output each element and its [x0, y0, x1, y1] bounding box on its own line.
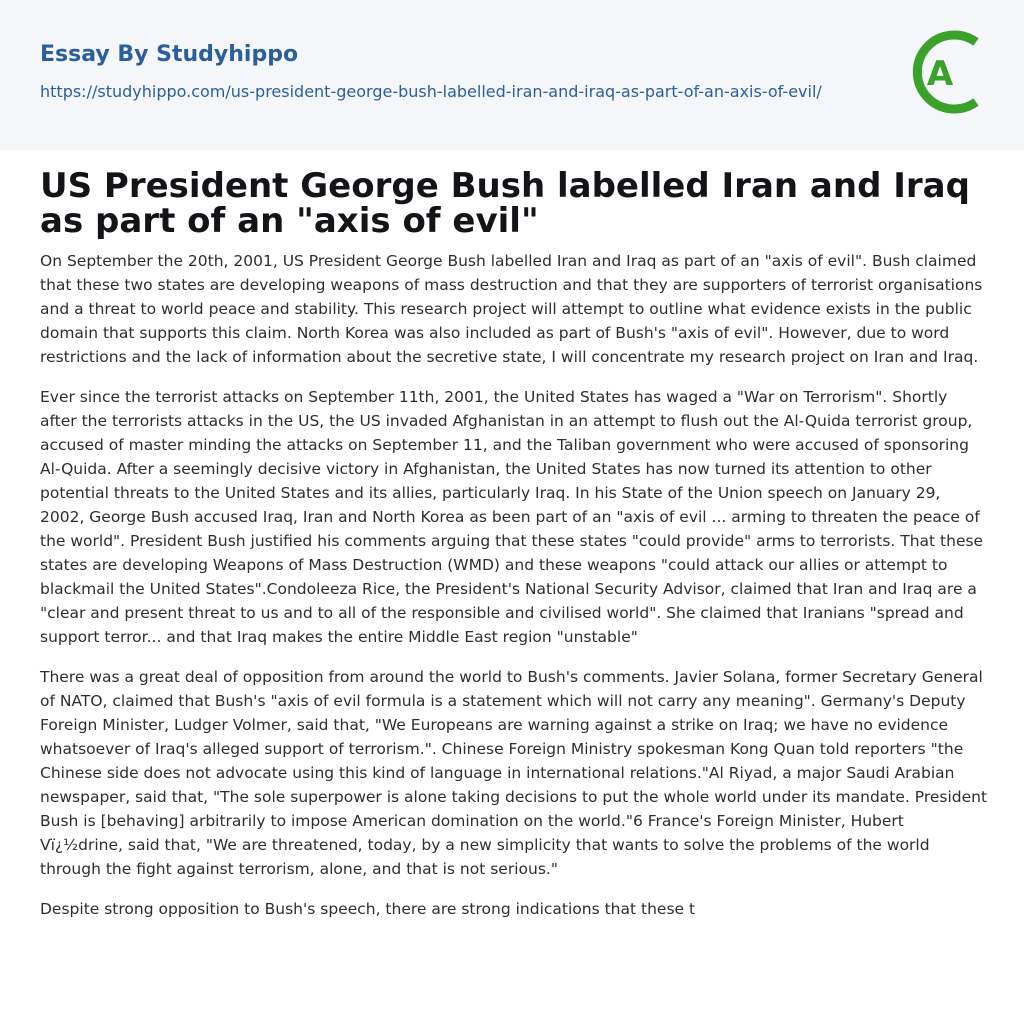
source-url-link[interactable]: https://studyhippo.com/us-president-george-bush-labelled-iran-and-iraq-as-part-of-an-axis-of-evil/	[40, 82, 822, 101]
brand-title[interactable]: Essay By Studyhippo	[40, 42, 299, 67]
essay-paragraph-truncated: Despite strong opposition to Bush's speech, there are strong indications that these t	[40, 900, 696, 918]
essay-paragraph: There was a great deal of opposition from around the world to Bush's comments. Javier Solana, former Secretary General of NATO, claimed that Bush's "axis of evil formula is a statement which will not carry any meaning". Germany's Deputy Foreign Minister, Ludger Volmer, said that, "We Europeans are warning against a strike on Iraq; we have no evidence whatsoever of Iraq's alleged support of terrorism.". Chinese Foreign Ministry spokesman Kong Quan told reporters "the Chinese side does not advocate using this kind of language in international relations."Al Riyad, a major Saudi Arabian newspaper, said that, "The sole superpower is alone taking decisions to put the whole world under its mandate. President Bush is [behaving] arbitrarily to impose American domination on the world."6 France's Foreign Minister, Hubert Vï¿½drine, said that, "We are threatened, today, by a new simplicity that wants to solve the problems of the world through the fight against terrorism, alone, and that is not serious."	[40, 668, 988, 878]
site-header	[0, 0, 1024, 150]
logo-letter: A	[926, 54, 954, 94]
essay-body	[40, 249, 988, 937]
essay-paragraph: Ever since the terrorist attacks on September 11th, 2001, the United States has waged a "War on Terrorism". Shortly after the terrorists attacks in the US, the US invaded Afghanistan in an attempt to flush out the Al-Quida terrorist group, accused of master minding the attacks on September 11, and the Taliban government who were accused of sponsoring Al-Quida. After a seemingly decisive victory in Afghanistan, the United States has now turned its attention to other potential threats to the United States and its allies, particularly Iraq. In his State of the Union speech on January 29, 2002, George Bush accused Iraq, Iran and North Korea as been part of an "axis of evil ... arming to threaten the peace of the world". President Bush justified his comments arguing that these states "could provide" arms to terrorists. That these states are developing Weapons of Mass Destruction (WMD) and these weapons "could attack our allies or attempt to blackmail the United States".Condoleeza Rice, the President's National Security Advisor, claimed that Iran and Iraq are a "clear and present threat to us and to all of the responsible and civilised world". She claimed that Iranians "spread and support terror... and that Iraq makes the entire Middle East region "unstable"	[40, 388, 984, 646]
essay-title: US President George Bush labelled Iran and Iraq as part of an "axis of evil"	[40, 166, 970, 241]
studyhippo-logo-icon[interactable]	[908, 28, 988, 116]
essay-paragraph: On September the 20th, 2001, US President George Bush labelled Iran and Iraq as part of an "axis of evil". Bush claimed that these two states are developing weapons of mass destruction and that they are supporters of terrorist organisations and a threat to world peace and stability. This research project will attempt to outline what evidence exists in the public domain that supports this claim. North Korea was also included as part of Bush's "axis of evil". However, due to word restrictions and the lack of information about the secretive state, I will concentrate my research project on Iran and Iraq.	[40, 252, 983, 366]
